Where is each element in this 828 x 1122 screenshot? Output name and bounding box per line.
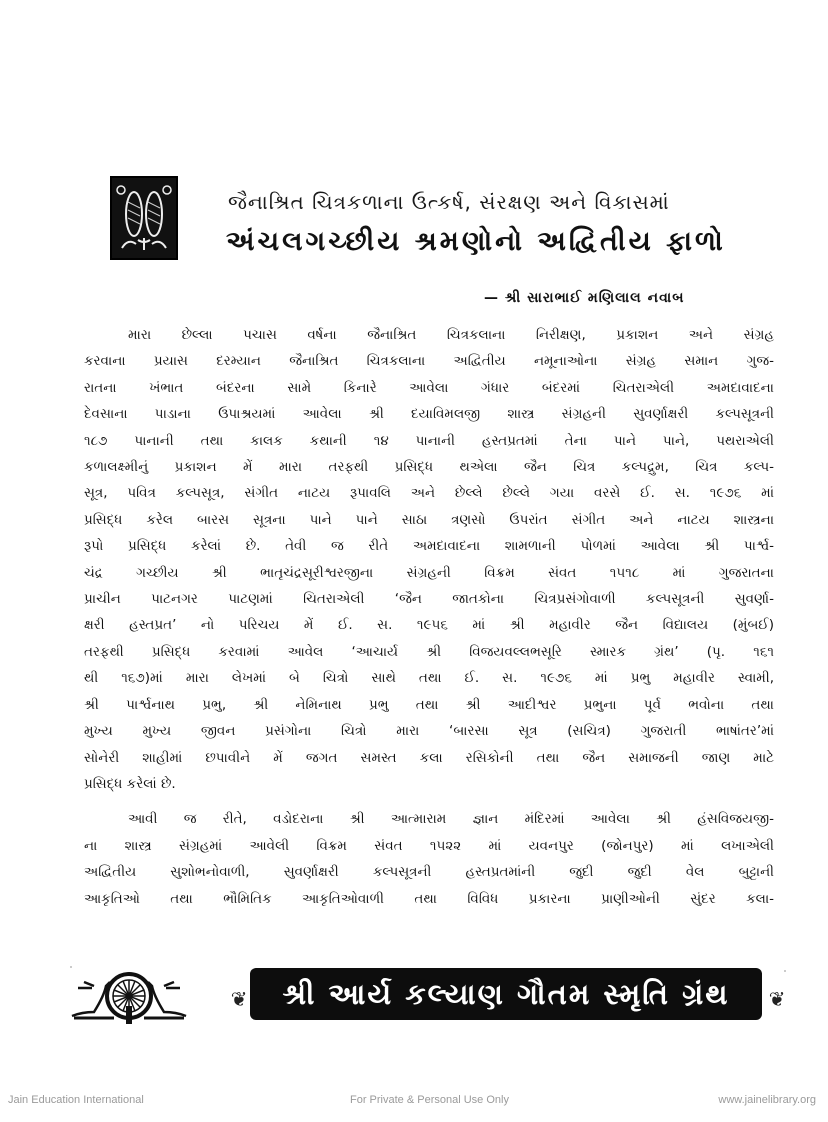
paragraph-1 xyxy=(84,322,774,797)
text-line: ના શાસ્ત્ર સંગ્રહમાં આવેલી વિક્રમ સંવત ૧૫૨૨ માં યવનપુર (જોનપુર) માં લખાએલી xyxy=(84,837,774,854)
footer-publisher: Jain Education International xyxy=(8,1094,144,1106)
text-line: દેવસાના પાડાના ઉપાશ્રયમાં આવેલા શ્રી દયાવિમલજી શાસ્ત્ર સંગ્રહની સુવર્ણાક્ષરી કલ્પસૂત્રની xyxy=(84,406,774,423)
paragraph-2 xyxy=(84,806,774,912)
book-title-banner xyxy=(64,960,786,1032)
twin-fish-icon xyxy=(110,176,178,260)
footer-website-link[interactable]: www.jainelibrary.org xyxy=(718,1094,816,1106)
flourish-ornament-right-icon: ❦ xyxy=(768,987,786,1011)
flourish-ornament-left-icon: ❦ xyxy=(230,987,248,1011)
text-line: પ્રાચીન પાટનગર પાટણમાં ચિતરાએલી ‘જૈન જાતકોના ચિત્રપ્રસંગોવાળી કલ્પસૂત્રની સુવર્ણા- xyxy=(84,591,774,608)
text-line: કરવાના પ્રયાસ દરમ્યાન જૈનાશ્રિત ચિત્રકલાના અદ્વિતીય નમૂનાઓના સંગ્રહ સમાન ગુજ- xyxy=(84,353,774,370)
author-byline: — શ્રી સારાભાઈ મણિલાલ નવાબ xyxy=(484,290,685,306)
text-line: કળાલક્ષ્મીનું પ્રકાશન મેં મારા તરફથી પ્રસિદ્ધ થએલા જૈન ચિત્ર કલ્પદ્રુમ, ચિત્ર કલ્પ- xyxy=(84,459,774,476)
text-line: મુખ્ય મુખ્ય જીવન પ્રસંગોના ચિત્રો મારા ‘બારસા સૂત્ર (સચિત્ર) ગુજરાતી ભાષાંતર’માં xyxy=(84,723,774,740)
text-line: પ્રસિદ્ધ કરેલાં છે. xyxy=(84,775,176,792)
text-line: સોનેરી શાહીમાં છપાવીને મેં જગત સમસ્ત કલા રસિકોની તથા જૈન સમાજની જાણ માટે xyxy=(84,749,774,766)
article-body xyxy=(84,322,774,912)
article-title: અંચલગચ્છીય શ્રમણોનો અદ્વિતીય ફાળો xyxy=(226,226,726,257)
text-line: પ્રસિદ્ધ કરેલ બારસ સૂત્રના પાને પાને સાઠા ત્રણસો ઉપરાંત સંગીત અને નાટય શાસ્ત્રના xyxy=(84,511,774,528)
text-line: રાતના ખંભાત બંદરના સામે કિનારે આવેલા ગંધાર બંદરમાં ચિતરાએલી અમદાવાદના xyxy=(84,379,774,396)
text-line: ચંદ્ર ગચ્છીય શ્રી ભાતૃચંદ્રસૂરીશ્વરજીના સંગ્રહની વિક્રમ સંવત ૧૫૧૮ માં ગુજરાતના xyxy=(84,564,774,581)
text-line: અદ્વિતીય સુશોભનોવાળી, સુવર્ણાક્ષરી કલ્પસૂત્રની હસ્તપ્રતમાંની જુદી જુદી વેલ બુટ્ટાની xyxy=(84,864,774,881)
text-line: તરફથી પ્રસિદ્ધ કરવામાં આવેલ ‘આચાર્ય શ્રી વિજયવલ્લભસૂરિ સ્મારક ગ્રંથ’ (પૃ. ૧૬૧ xyxy=(84,643,774,660)
text-line: સૂત્ર, પવિત્ર કલ્પસૂત્ર, સંગીત નાટય રૂપાવલિ અને છેલ્લે છેલ્લે ગયા વરસે ઈ. સ. ૧૯૭૬ માં xyxy=(84,485,774,502)
text-line: રૂપો પ્રસિદ્ધ કરેલાં છે. તેવી જ રીતે અમદાવાદના શામળાની પોળમાં આવેલા શ્રી પાર્શ્વ- xyxy=(84,538,774,555)
text-line: ૧૮૭ પાનાની તથા કાલક કથાની ૧૪ પાનાની હસ્તપ્રતમાં તેના પાને પાને, પથરાએલી xyxy=(84,432,774,449)
footer-usage-notice: For Private & Personal Use Only xyxy=(350,1094,509,1106)
print-speck xyxy=(784,970,786,972)
text-line: શ્રી પાર્શ્વનાથ પ્રભુ, શ્રી નેમિનાથ પ્રભુ તથા શ્રી આદીશ્વર પ્રભુના પૂર્વ ભવોના તથા xyxy=(84,696,774,713)
text-line: આવી જ રીતે, વડોદરાના શ્રી આત્મારામ જ્ઞાન મંદિરમાં આવેલા શ્રી હંસવિજયજી- xyxy=(128,811,774,828)
dharma-wheel-deer-icon xyxy=(64,966,194,1028)
page-footer xyxy=(0,1092,828,1114)
text-line: ક્ષરી હસ્તપ્રત’ નો પરિચય મેં ઈ. સ. ૧૯૫૬ માં શ્રી મહાવીર જૈન વિદ્યાલય (મુંબઈ) xyxy=(84,617,774,634)
book-title: શ્રી આર્ય કલ્યાણ ગૌતમ સ્મૃતિ ગ્રંથ xyxy=(250,968,762,1020)
print-speck xyxy=(70,966,72,968)
text-line: મારા છેલ્લા પચાસ વર્ષના જૈનાશ્રિત ચિત્રકલાના નિરીક્ષણ, પ્રકાશન અને સંગ્રહ xyxy=(128,327,774,343)
text-line: આકૃતિઓ તથા ભૌમિતિક આકૃતિઓવાળી તથા વિવિધ પ્રકારના પ્રાણીઓની સુંદર કલા- xyxy=(84,890,774,907)
text-line: થી ૧૬૭)માં મારા લેખમાં બે ચિત્રો સાથે તથા ઈ. સ. ૧૯૭૬ માં પ્રભુ મહાવીર સ્વામી, xyxy=(84,670,774,687)
article-subtitle: જૈનાશ્રિત ચિત્રકળાના ઉત્કર્ષ, સંરક્ષણ અને વિકાસમાં xyxy=(228,190,670,214)
